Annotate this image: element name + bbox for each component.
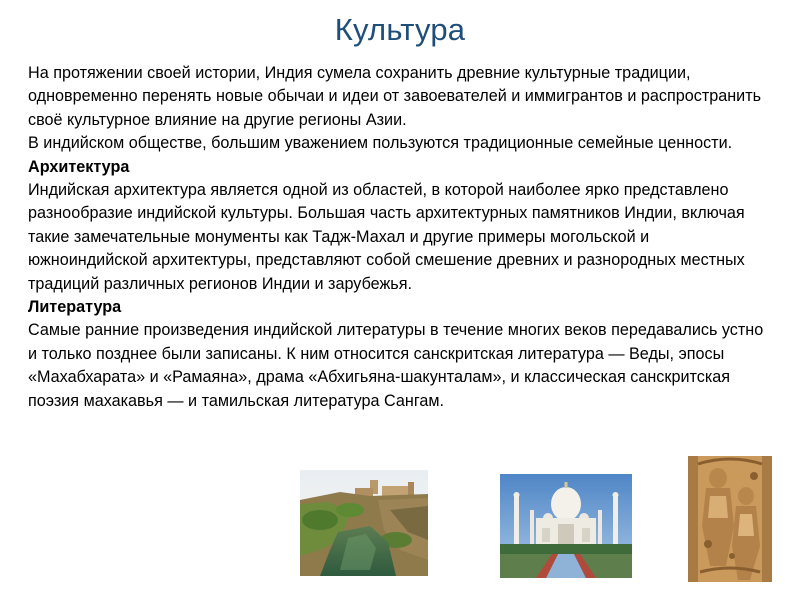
slide-body: [28, 62, 768, 413]
architecture-paragraph: Индийская архитектура является одной из областей, в которой наиболее ярко представлено разнообразие индийской культуры. Большая часть архитектурных памятников Индии, включая такие замечательные монументы как Тадж-Махал и другие примеры могольской и южноиндийской архитектуры, представляют собой смешение древних и разнородных местных традиций различных регионов Индии и зарубежья.: [28, 181, 745, 293]
intro-paragraph: На протяжении своей истории, Индия сумела сохранить древние культурные традиции, одновременно перенять новые обычаи и идеи от завоевателей и иммигрантов и распространить своё культурное влияние на другие регионы Азии.: [28, 64, 762, 129]
slide-title: Культура: [334, 12, 466, 47]
stone-carving-photo: [688, 456, 772, 582]
literature-heading: Литература: [28, 298, 122, 317]
architecture-heading: Архитектура: [28, 157, 130, 176]
family-values-paragraph: В индийском обществе, большим уважением пользуются традиционные семейные ценности.: [28, 134, 733, 153]
taj-mahal-photo: [500, 474, 632, 578]
fort-canyon-photo: [300, 470, 428, 576]
literature-paragraph: Самые ранние произведения индийской литературы в течение многих веков передавались устно и только позднее были записаны. К ним относится санскритская литература — Веды, эпосы «Махабхарата» и «Рамаяна», драма «Абхигьяна-шакунталам», и классическая санскритская поэзия махакавья — и тамильская литература Сангам.: [28, 321, 764, 410]
